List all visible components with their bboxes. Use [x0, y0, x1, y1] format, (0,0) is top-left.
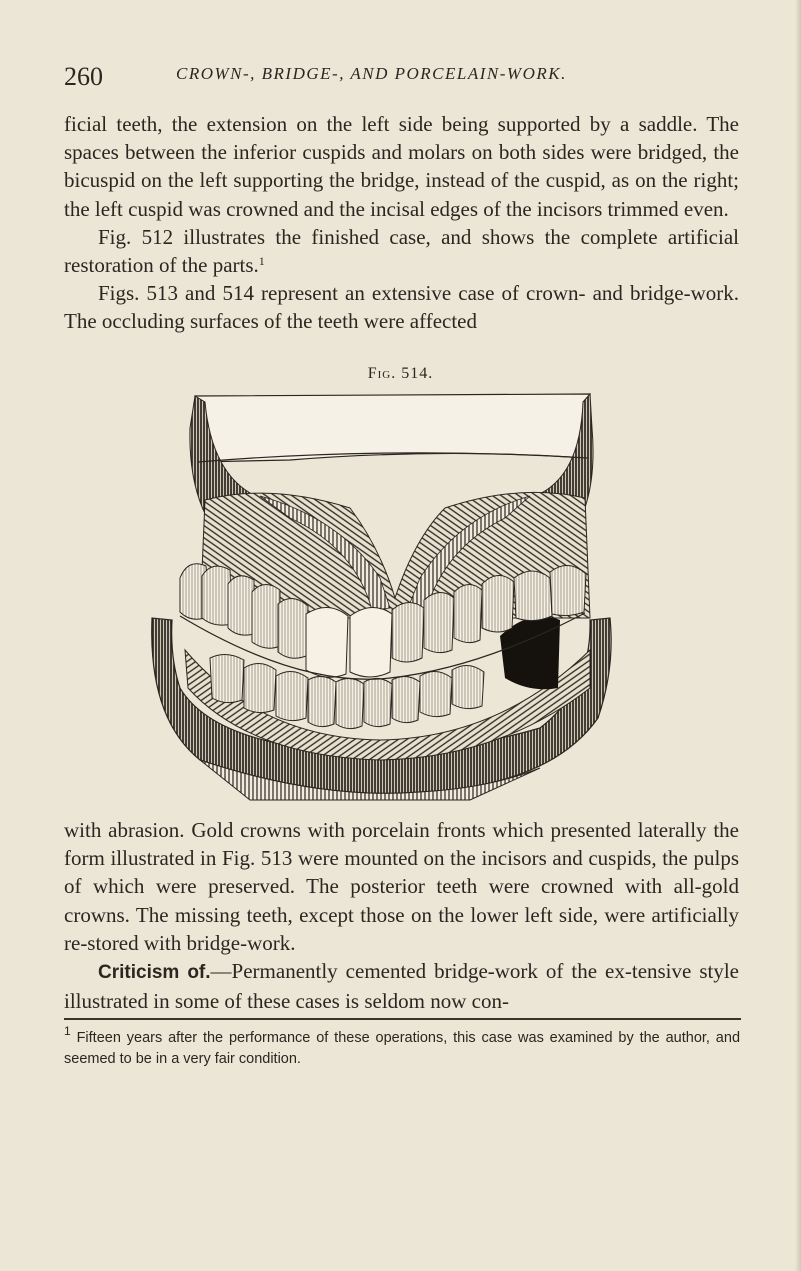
body-text-top	[64, 110, 739, 336]
footnote-text: Fifteen years after the performance of these operations, this case was examined by the author, and seemed to be in a very fair condition.	[64, 1030, 741, 1067]
page-number: 260	[64, 62, 103, 91]
lower-incisor-3	[364, 678, 392, 726]
footnote-ref: 1	[258, 254, 265, 269]
lower-bicuspid-left	[244, 663, 276, 712]
footnote-marker: 1	[64, 1024, 71, 1038]
upper-cuspid-right	[424, 592, 454, 652]
lower-cuspid-right	[420, 671, 452, 716]
upper-base-top	[195, 394, 590, 462]
running-head: CROWN-, BRIDGE-, AND PORCELAIN-WORK.	[176, 64, 567, 83]
page-header	[64, 58, 744, 98]
footnote-rule	[64, 1018, 741, 1020]
paragraph-2	[64, 223, 739, 279]
page-edge-shadow	[795, 0, 801, 1271]
upper-molar-right-2	[514, 571, 552, 621]
upper-bicuspid-left	[228, 576, 254, 635]
paragraph-2-text: Fig. 512 illustrates the finished case, and shows the complete artificial restoration of the parts.	[64, 224, 739, 278]
lower-cuspid-left	[276, 671, 308, 720]
criticism-text: —Permanently cemented bridge-work of the ex-tensive style illustrated in some of these cases is seldom now con-	[64, 959, 739, 1014]
lower-incisor-1	[308, 676, 336, 726]
lower-incisor-4	[392, 676, 420, 722]
paragraph-3: Figs. 513 and 514 represent an extensive case of crown- and bridge-work. The occluding surfaces of the teeth were affected	[64, 281, 739, 334]
upper-molar-right-1	[482, 575, 514, 632]
lower-molar-left	[210, 654, 244, 702]
paragraph-1: ficial teeth, the extension on the left side being supported by a saddle. The spaces between the inferior cuspids and molars on both sides were bridged, the bicuspid on the left supporting the bridge, instead of the cuspid, as on the right; the left cuspid was crowned and the incisal edges of the incisors trimmed even.	[64, 112, 739, 221]
upper-central-right	[350, 607, 392, 677]
upper-bicuspid-right	[454, 584, 482, 642]
upper-cuspid-left	[252, 584, 280, 648]
paragraph-4: with abrasion. Gold crowns with porcelain fronts which presented laterally the form illustrated in Fig. 513 were mounted on the incisors and cuspids, the pulps of which were preserved. The posterior teeth were crowned with all-gold crowns. The missing teeth, except those on the lower left side, were artificially re-stored with bridge-work.	[64, 818, 739, 955]
upper-lateral-left	[278, 598, 308, 658]
criticism-heading: Criticism of.	[98, 962, 211, 984]
dental-cast-illustration	[140, 388, 620, 806]
upper-central-left	[306, 607, 348, 677]
lower-bicuspid-right	[452, 665, 484, 708]
upper-molar-right-3	[550, 565, 586, 615]
footnote	[64, 1024, 741, 1070]
upper-lateral-right	[392, 602, 424, 662]
body-text-bottom	[64, 816, 739, 1015]
criticism-paragraph	[64, 957, 739, 1015]
lower-incisor-2	[336, 678, 364, 728]
figure-caption: Fig. 514.	[367, 365, 434, 382]
